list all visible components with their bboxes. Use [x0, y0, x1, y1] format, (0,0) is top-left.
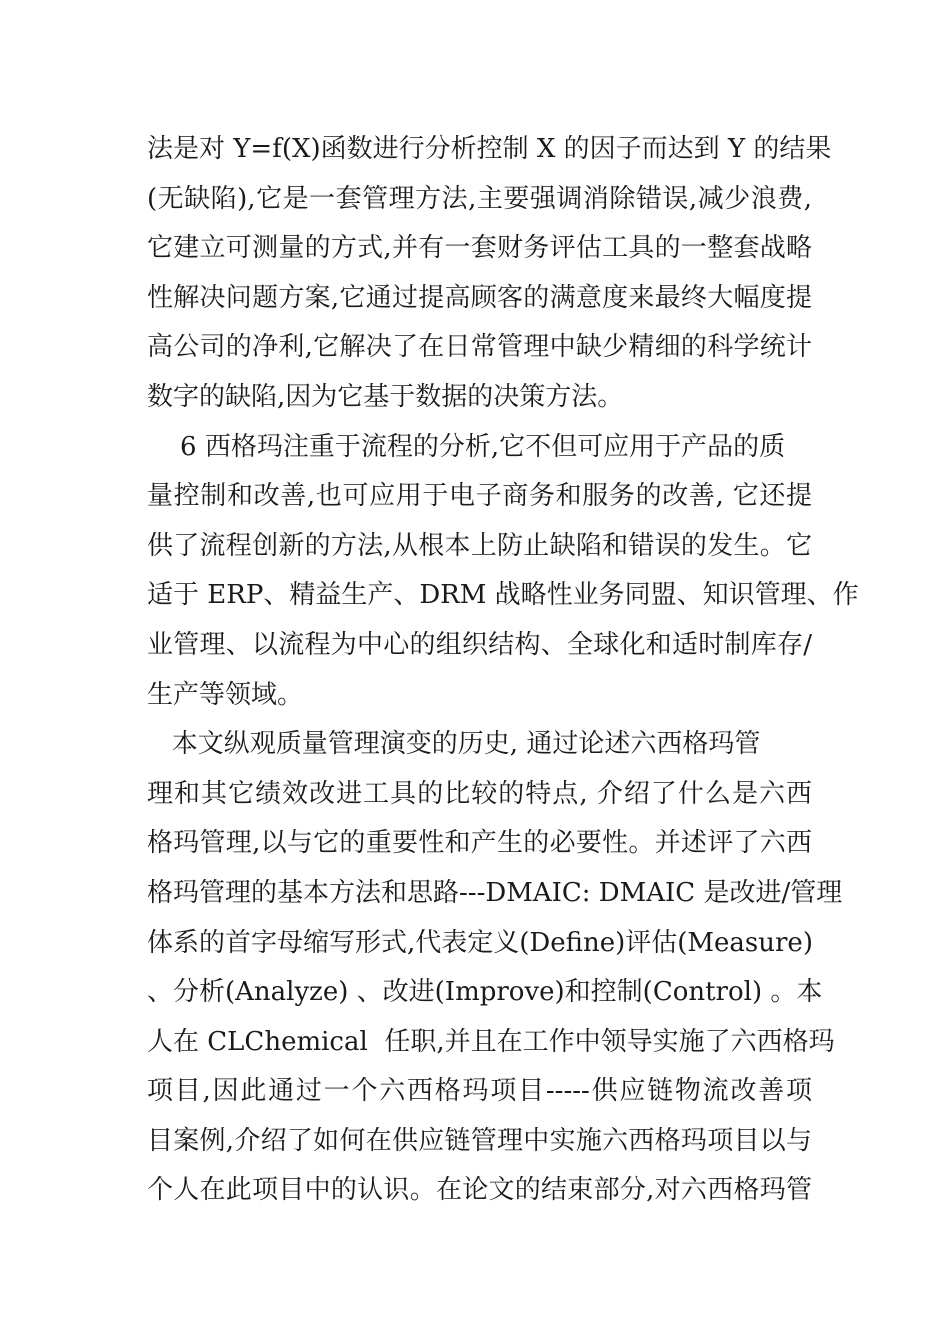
text-line: 业管理、以流程为中心的组织结构、全球化和适时制库存/ [147, 629, 812, 660]
text-line: 目案例,介绍了如何在供应链管理中实施六西格玛项目以与 [147, 1125, 812, 1156]
text-line: 、分析(Analyze) 、改进(Improve)和控制(Control) 。本 [147, 977, 823, 1008]
text-line: 理和其它绩效改进工具的比较的特点, 介绍了什么是六西 [147, 778, 812, 809]
text-line: 它建立可测量的方式,并有一套财务评估工具的一整套战略 [147, 233, 812, 264]
paragraph-1 [147, 125, 832, 423]
text-line: 量控制和改善,也可应用于电子商务和服务的改善, 它还提 [147, 481, 812, 512]
text-line: 6 西格玛注重于流程的分析,它不但可应用于产品的质 [147, 431, 786, 462]
paragraph-2 [147, 423, 859, 721]
text-line: 体系的首字母缩写形式,代表定义(Define)评估(Measure) [147, 927, 813, 958]
text-line: 人在 CLChemical 任职,并且在工作中领导实施了六西格玛 [147, 1026, 835, 1057]
text-line: 项目,因此通过一个六西格玛项目-----供应链物流改善项 [147, 1076, 812, 1107]
text-line: 法是对 Y=f(X)函数进行分析控制 X 的因子而达到 Y 的结果 [147, 134, 832, 164]
text-line: 高公司的净利,它解决了在日常管理中缺少精细的科学统计 [147, 332, 812, 363]
text-line: 数字的缺陷,因为它基于数据的决策方法。 [147, 381, 624, 412]
text-line: 性解决问题方案,它通过提高顾客的满意度来最终大幅度提 [147, 282, 812, 313]
text-line: 适于 ERP、精益生产、DRM 战略性业务同盟、知识管理、作 [147, 580, 859, 611]
text-line: 个人在此项目中的认识。在论文的结束部分,对六西格玛管 [147, 1175, 812, 1206]
text-line: 格玛管理的基本方法和思路---DMAIC: DMAIC 是改进/管理 [147, 877, 843, 908]
text-line: 本文纵观质量管理演变的历史, 通过论述六西格玛管 [147, 729, 761, 760]
text-line: 供了流程创新的方法,从根本上防止缺陷和错误的发生。它 [147, 530, 812, 561]
text-line: 格玛管理,以与它的重要性和产生的必要性。并述评了六西 [147, 828, 812, 859]
text-line: (无缺陷),它是一套管理方法,主要强调消除错误,减少浪费, [147, 183, 812, 214]
body-text [147, 125, 859, 1216]
text-line: 生产等领域。 [147, 679, 304, 710]
paragraph-3 [147, 720, 843, 1216]
